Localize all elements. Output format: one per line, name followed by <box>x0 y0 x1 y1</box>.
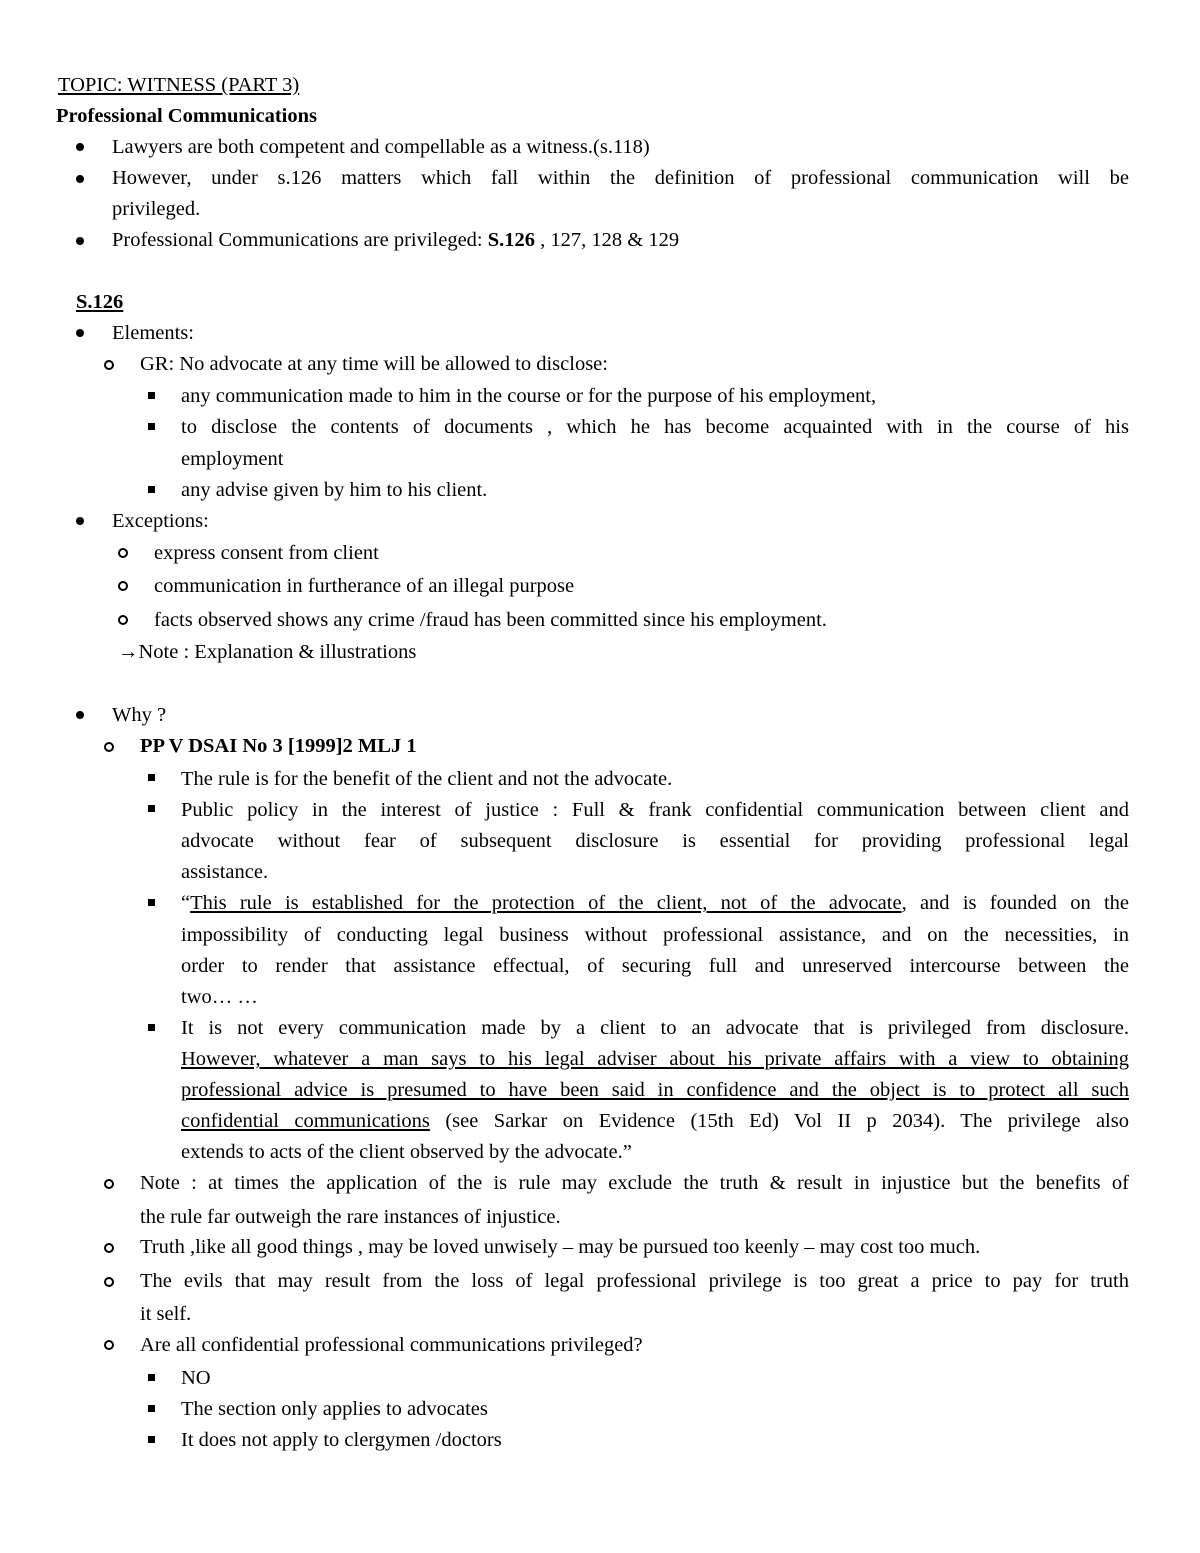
list-item-continuation: it self. <box>140 1303 192 1325</box>
list-item: Truth ,like all good things , may be loved unwisely – may be pursued too keenly – may cost too much. <box>140 1236 981 1258</box>
bullet-square-icon <box>148 1436 155 1443</box>
quote-underlined-text: professional advice is presumed to have been said in confidence and the object is to protect all such <box>181 1079 1129 1101</box>
quote-underlined-text: confidential communications <box>181 1110 430 1132</box>
bullet-disc-icon <box>76 237 84 245</box>
bullet-square-icon <box>148 899 155 906</box>
quote-underlined-text: This rule is established for the protection of the client, not of the advocate <box>190 892 902 914</box>
quote-underlined-text: However, whatever a man says to his legal adviser about his private affairs with a view to obtaining <box>181 1048 1129 1070</box>
list-item: Note : at times the application of the is rule may exclude the truth & result in injustice but the benefits of <box>140 1172 1129 1194</box>
quote-line: confidential communications (see Sarkar on Evidence (15th Ed) Vol II p 2034). The privilege also <box>181 1110 1129 1132</box>
list-item-continuation: advocate without fear of subsequent disclosure is essential for providing professional legal <box>181 830 1129 852</box>
bullet-circle-icon <box>104 1243 114 1253</box>
bullet-circle-icon <box>104 1179 114 1189</box>
bullet-square-icon <box>148 774 155 781</box>
list-item: Elements: <box>112 322 194 344</box>
list-item-continuation: privileged. <box>112 198 201 220</box>
list-item: NO <box>181 1367 211 1389</box>
bullet-disc-icon <box>76 143 84 151</box>
list-item: Are all confidential professional communications privileged? <box>140 1334 643 1356</box>
list-item-continuation: the rule far outweigh the rare instances of injustice. <box>140 1206 561 1228</box>
list-item: Lawyers are both competent and compellable as a witness.(s.118) <box>112 136 650 158</box>
bullet-disc-icon <box>76 517 84 525</box>
list-item: to disclose the contents of documents , which he has become acquainted with in the course of his <box>181 416 1129 438</box>
bullet-circle-icon <box>118 615 128 625</box>
section-subtitle: Professional Communications <box>56 105 318 127</box>
bullet-square-icon <box>148 1374 155 1381</box>
quote-line: order to render that assistance effectual, of securing full and unreserved intercourse between the <box>181 955 1129 977</box>
section-ref-bold: S.126 <box>487 229 536 251</box>
list-item: Exceptions: <box>112 510 209 532</box>
list-item: The section only applies to advocates <box>181 1398 488 1420</box>
list-item: Professional Communications are privileged: S.126 , 127, 128 & 129 <box>112 229 680 251</box>
bullet-disc-icon <box>76 711 84 719</box>
section-heading: S.126 <box>76 291 124 313</box>
bullet-square-icon <box>148 486 155 493</box>
list-item: communication in furtherance of an illegal purpose <box>154 575 575 597</box>
bullet-circle-icon <box>104 1277 114 1287</box>
list-item-continuation: employment <box>181 448 284 470</box>
list-item: GR: No advocate at any time will be allowed to disclose: <box>140 353 608 375</box>
bullet-circle-icon <box>104 360 114 370</box>
list-item: express consent from client <box>154 542 379 564</box>
list-item: Public policy in the interest of justice : Full & frank confidential communication between client and <box>181 799 1129 821</box>
quote-line: “This rule is established for the protection of the client, not of the advocate, and is founded on the <box>181 892 1129 914</box>
case-citation: PP V DSAI No 3 [1999]2 MLJ 1 <box>140 735 417 757</box>
bullet-square-icon <box>148 1405 155 1412</box>
list-item-continuation: assistance. <box>181 861 269 883</box>
bullet-disc-icon <box>76 329 84 337</box>
list-item: Why ? <box>112 704 167 726</box>
quote-line: It is not every communication made by a client to an advocate that is privileged from disclosure. <box>181 1017 1129 1039</box>
list-item: The evils that may result from the loss of legal professional privilege is too great a price to pay for truth <box>140 1270 1129 1292</box>
quote-line: impossibility of conducting legal business without professional assistance, and on the necessities, in <box>181 924 1129 946</box>
list-item: The rule is for the benefit of the client and not the advocate. <box>181 768 673 790</box>
note-line: →Note : Explanation & illustrations <box>118 641 417 663</box>
bullet-square-icon <box>148 1024 155 1031</box>
quote-line: extends to acts of the client observed by the advocate.” <box>181 1141 632 1163</box>
list-item: any communication made to him in the course or for the purpose of his employment, <box>181 385 877 407</box>
list-item: However, under s.126 matters which fall within the definition of professional communication will be <box>112 167 1129 189</box>
bullet-square-icon <box>148 392 155 399</box>
list-item: facts observed shows any crime /fraud has been committed since his employment. <box>154 609 827 631</box>
bullet-circle-icon <box>118 548 128 558</box>
list-item: It does not apply to clergymen /doctors <box>181 1429 502 1451</box>
bullet-square-icon <box>148 423 155 430</box>
arrow-right-icon: → <box>118 641 139 663</box>
bullet-circle-icon <box>118 581 128 591</box>
bullet-square-icon <box>148 805 155 812</box>
bullet-circle-icon <box>104 1340 114 1350</box>
quote-line: two… … <box>181 986 258 1008</box>
bullet-disc-icon <box>76 175 84 183</box>
bullet-circle-icon <box>104 742 114 752</box>
list-item: any advise given by him to his client. <box>181 479 488 501</box>
page-title: TOPIC: WITNESS (PART 3) <box>58 74 300 96</box>
